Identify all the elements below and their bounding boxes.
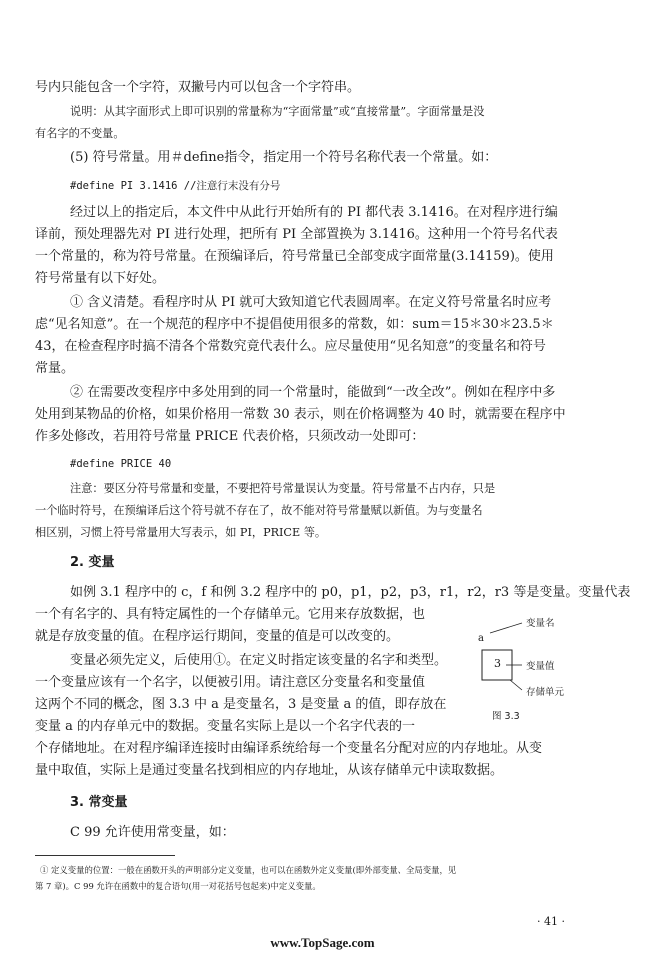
page-number: · 41 ·: [537, 915, 565, 928]
text-line: 就是存放变量的值。在程序运行期间，变量的值是可以改变的。: [35, 629, 400, 644]
figure-variable-diagram: [470, 605, 580, 735]
text-line: 个存储地址。在对程序编译连接时由编译系统给每一个变量名分配对应的内存地址。从变: [35, 741, 543, 756]
text-line: ① 含义清楚。看程序时从 PI 就可大致知道它代表圆周率。在定义符号常量名时应考: [70, 295, 552, 310]
code-line: #define PI 3.1416 //注意行末没有分号: [70, 180, 281, 192]
note-line: 说明：从其字面形式上即可识别的常量称为“字面常量”或“直接常量”。字面常量是没: [70, 105, 485, 118]
text-line: ② 在需要改变程序中多处用到的同一个常量时，能做到“一改全改”。例如在程序中多: [70, 385, 556, 400]
note-line: 注意：要区分符号常量和变量，不要把符号常量误认为变量。符号常量不占内存，只是: [70, 482, 496, 495]
storage-pointer: [510, 680, 522, 690]
footnote-line: ① 定义变量的位置：一般在函数开头的声明部分定义变量，也可以在函数外定义变量(即外部变量、全局变量，见: [40, 865, 457, 875]
text-line: 43，在检查程序时搞不清各个常数究竟代表什么。应尽量使用“见名知意”的变量名和符号: [35, 339, 546, 354]
note-line: 相区别，习惯上符号常量用大写表示，如 PI，PRICE 等。: [35, 526, 327, 539]
section-heading: 3. 常变量: [70, 795, 128, 810]
figure-label-var-value: 变量值: [526, 661, 555, 672]
section-heading: 2. 变量: [70, 555, 115, 570]
text-line: 一个有名字的、具有特定属性的一个存储单元。它用来存放数据，也: [35, 607, 426, 622]
text-line: C 99 允许使用常变量，如：: [70, 825, 235, 840]
text-line: 号内只能包含一个字符，双撇号内可以包含一个字符串。: [35, 80, 361, 95]
text-line: 符号常量有以下好处。: [35, 271, 166, 286]
variable-diagram: [470, 605, 580, 735]
text-line: 如例 3.1 程序中的 c，f 和例 3.2 程序中的 p0，p1，p2，p3，r1，r2，r3 等是变量。变量代表: [70, 585, 631, 600]
text-line: 译前，预处理器先对 PI 进行处理，把所有 PI 全部置换为 3.1416。这种用一个符号名代表: [35, 227, 558, 242]
note-line: 一个临时符号，在预编译后这个符号就不存在了，故不能对符号常量赋以新值。为与变量名: [35, 504, 483, 517]
text-line: 经过以上的指定后，本文件中从此行开始所有的 PI 都代表 3.1416。在对程序进行编: [70, 205, 558, 220]
footnote-line: 第 7 章)。C 99 允许在函数中的复合语句(用一对花括号包起来)中定义变量。: [35, 881, 321, 891]
text-line: (5) 符号常量。用＃define指令，指定用一个符号名称代表一个常量。如：: [70, 150, 498, 165]
figure-label-var-name: 变量名: [526, 618, 555, 629]
footer-url: www.TopSage.com: [270, 935, 375, 950]
text-line: 这两个不同的概念，图 3.3 中 a 是变量名，3 是变量 a 的值，即存放在: [35, 697, 447, 712]
footnote-rule: [35, 855, 175, 856]
text-line: 一个变量应该有一个名字，以便被引用。请注意区分变量名和变量值: [35, 675, 426, 690]
text-line: 常量。: [35, 361, 75, 376]
figure-caption: 图 3.3: [492, 711, 520, 722]
var-name-pointer: [490, 623, 522, 633]
note-line: 有名字的不变量。: [35, 127, 125, 140]
text-line: 作多处修改，若用符号常量 PRICE 代表价格，只须改动一处即可：: [35, 429, 425, 444]
figure-value: 3: [494, 657, 501, 670]
figure-var-name: a: [478, 633, 484, 644]
text-line: 变量必须先定义，后使用①。在定义时指定该变量的名字和类型。: [70, 653, 448, 668]
text-line: 变量 a 的内存单元中的数据。变量名实际上是以一个名字代表的一: [35, 719, 416, 734]
text-line: 量中取值，实际上是通过变量名找到相应的内存地址，从该存储单元中读取数据。: [35, 763, 504, 778]
text-line: 处用到某物品的价格，如果价格用一常数 30 表示，则在价格调整为 40 时，就需要在程序中: [35, 407, 566, 422]
text-line: 虑“见名知意”。在一个规范的程序中不提倡使用很多的常数，如：sum＝15＊30＊23.5＊: [35, 317, 554, 332]
text-line: 一个常量的，称为符号常量。在预编译后，符号常量已全部变成字面常量(3.14159)。使用: [35, 249, 554, 264]
code-line: #define PRICE 40: [70, 458, 172, 470]
figure-label-storage: 存储单元: [526, 687, 565, 698]
